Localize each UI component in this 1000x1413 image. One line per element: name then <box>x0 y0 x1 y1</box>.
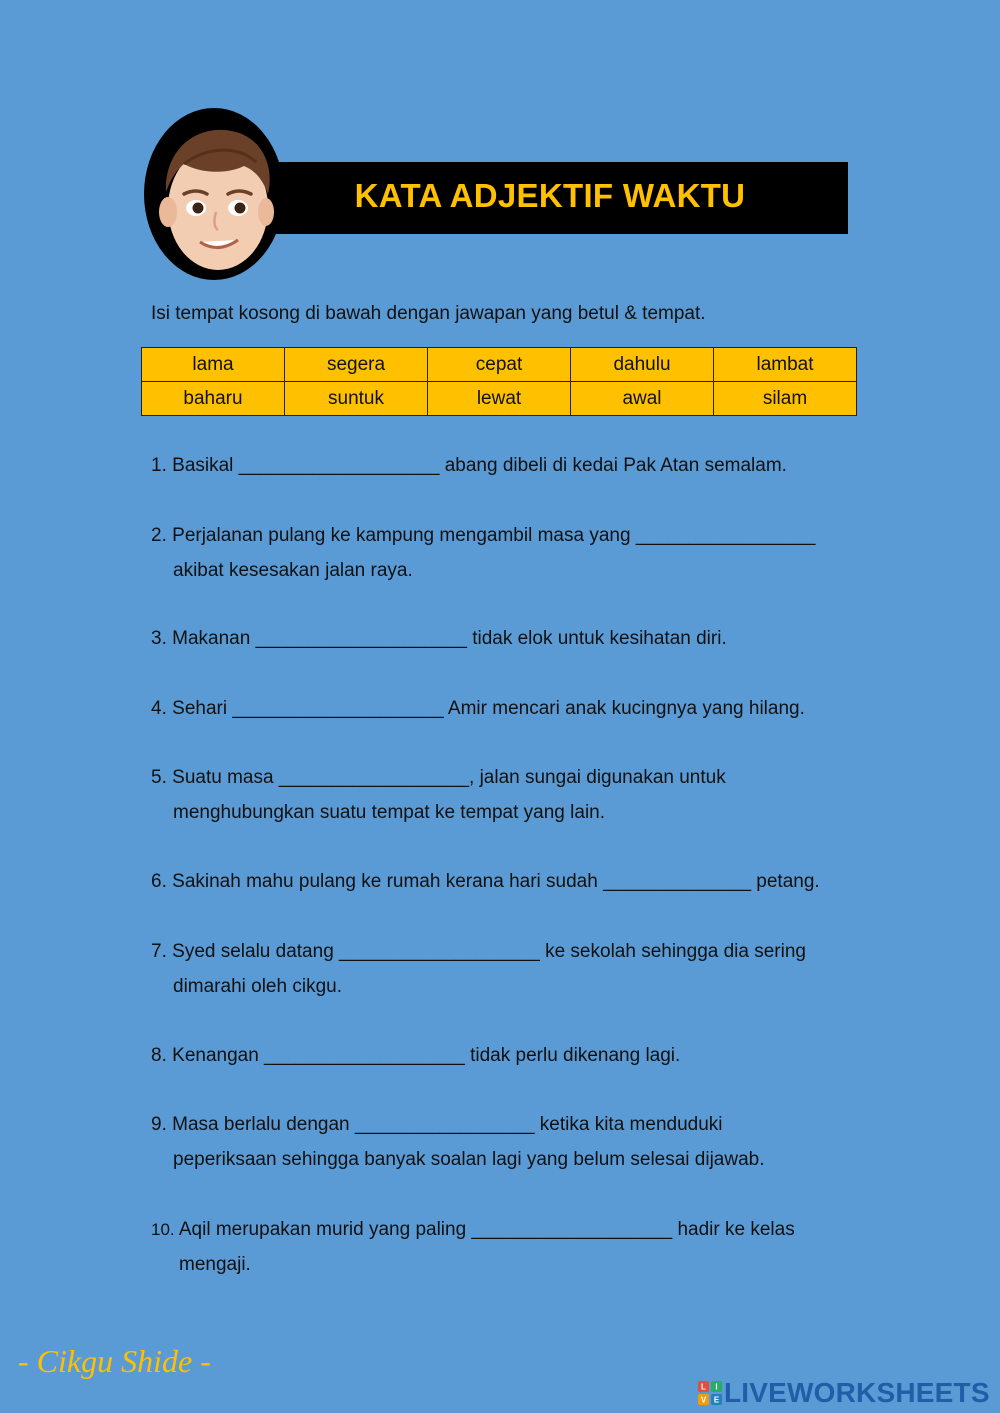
question-text-continued: dimarahi oleh cikgu. <box>173 976 342 997</box>
word-bank-cell: segera <box>285 348 428 382</box>
instruction-text: Isi tempat kosong di bawah dengan jawapan yang betul & tempat. <box>151 303 706 324</box>
question-3 <box>151 621 727 656</box>
question-text: Aqil merupakan murid yang paling ___________________ hadir ke kelas <box>178 1219 795 1240</box>
page-title: KATA ADJEKTIF WAKTU <box>354 177 746 214</box>
logo-letter: E <box>713 1395 720 1405</box>
question-number: 1. <box>151 455 167 476</box>
question-text: Makanan ____________________ tidak elok untuk kesihatan diri. <box>172 628 727 649</box>
word-bank-cell: dahulu <box>571 348 714 382</box>
question-text-continued: menghubungkan suatu tempat ke tempat yang lain. <box>173 802 606 823</box>
word-bank-cell: suntuk <box>285 382 428 416</box>
question-10 <box>151 1212 795 1282</box>
word-bank-cell: baharu <box>142 382 285 416</box>
word-bank-table <box>141 347 857 416</box>
question-4 <box>151 691 805 726</box>
question-text: Suatu masa __________________, jalan sungai digunakan untuk <box>172 767 726 788</box>
liveworksheets-logo-icon <box>698 1381 722 1405</box>
question-text: Masa berlalu dengan _________________ ketika kita menduduki <box>172 1114 723 1135</box>
question-number: 4. <box>151 698 167 719</box>
word-bank-cell: awal <box>571 382 714 416</box>
logo-letter: L <box>701 1382 706 1392</box>
question-7 <box>151 934 806 1004</box>
question-number: 8. <box>151 1045 167 1066</box>
question-text: Sehari ____________________ Amir mencari anak kucingnya yang hilang. <box>172 698 805 719</box>
word-bank-cell: silam <box>714 382 857 416</box>
logo-letter: I <box>715 1382 718 1392</box>
question-number: 2. <box>151 525 167 546</box>
word-bank-row <box>142 348 857 382</box>
liveworksheets-brand[interactable] <box>698 1376 990 1410</box>
word-bank-cell: lambat <box>714 348 857 382</box>
logo-letter: V <box>700 1395 707 1405</box>
question-text: Kenangan ___________________ tidak perlu dikenang lagi. <box>172 1045 681 1066</box>
word-bank-cell: lewat <box>428 382 571 416</box>
question-number: 5. <box>151 767 167 788</box>
avatar <box>144 108 284 280</box>
brand-name: LIVEWORKSHEETS <box>724 1377 990 1408</box>
question-9 <box>151 1107 765 1177</box>
question-text: Perjalanan pulang ke kampung mengambil masa yang _________________ <box>172 525 816 546</box>
question-text: Sakinah mahu pulang ke rumah kerana hari sudah ______________ petang. <box>172 871 820 892</box>
question-5 <box>151 760 726 830</box>
question-number: 6. <box>151 871 167 892</box>
author-signature: - Cikgu Shide - <box>18 1343 211 1379</box>
word-bank-cell: cepat <box>428 348 571 382</box>
question-text-continued: mengaji. <box>179 1254 251 1275</box>
question-1 <box>151 448 787 483</box>
question-text: Syed selalu datang ___________________ ke sekolah sehingga dia sering <box>172 941 806 962</box>
question-text-continued: peperiksaan sehingga banyak soalan lagi yang belum selesai dijawab. <box>173 1149 765 1170</box>
question-number: 7. <box>151 941 167 962</box>
word-bank-cell: lama <box>142 348 285 382</box>
question-number: 10. <box>151 1220 175 1239</box>
memoji-face-icon <box>144 108 284 280</box>
word-bank-row <box>142 382 857 416</box>
question-2 <box>151 518 815 588</box>
question-text: Basikal ___________________ abang dibeli di kedai Pak Atan semalam. <box>172 455 787 476</box>
question-number: 9. <box>151 1114 167 1135</box>
question-text-continued: akibat kesesakan jalan raya. <box>173 560 413 581</box>
question-6 <box>151 864 820 899</box>
question-number: 3. <box>151 628 167 649</box>
question-8 <box>151 1038 680 1073</box>
